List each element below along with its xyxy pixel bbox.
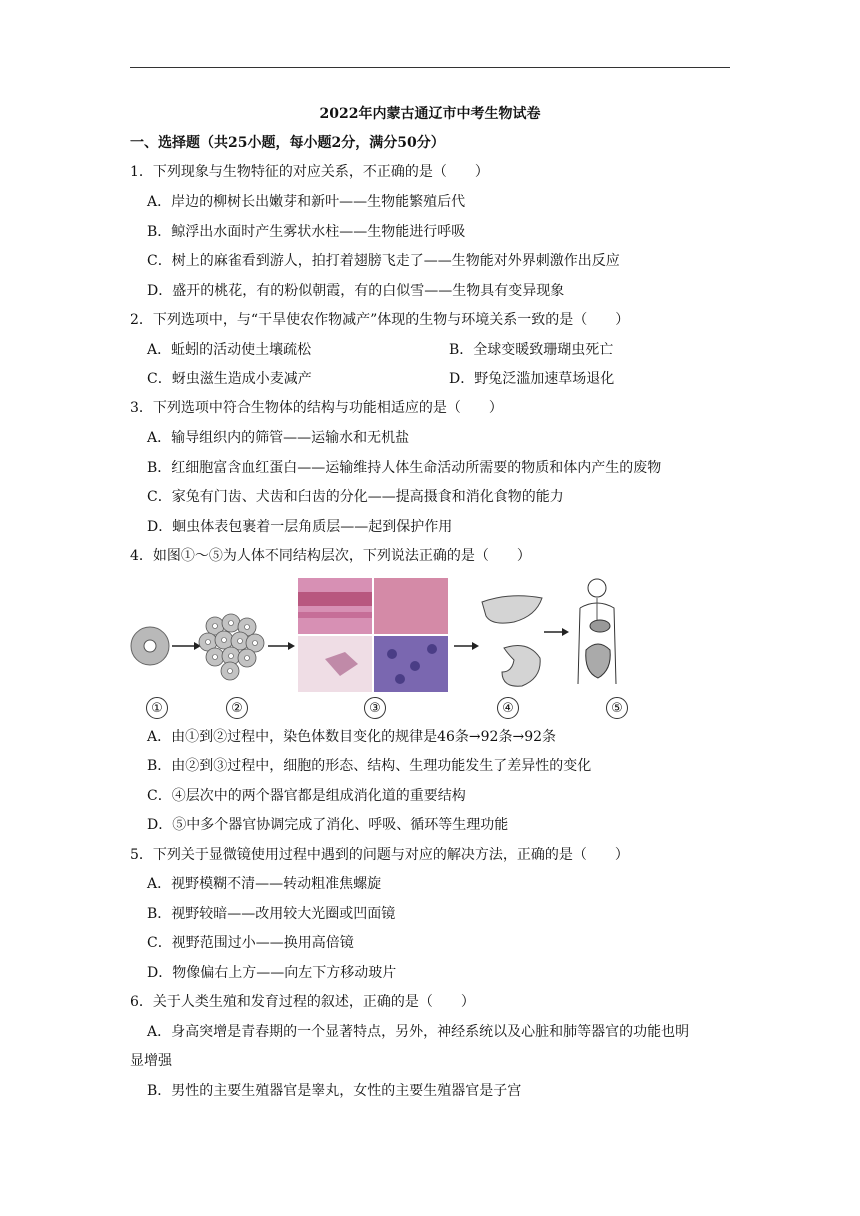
question-6-option-a-continued: 显增强 <box>130 1053 172 1069</box>
question-4-stem: 4．如图①～⑤为人体不同结构层次，下列说法正确的是（ ） <box>130 548 531 564</box>
body-structure-levels-figure <box>130 574 630 722</box>
question-1-option-d: D．盛开的桃花，有的粉似朝霞，有的白似雪——生物具有变异现象 <box>147 283 565 299</box>
question-5-stem: 5．下列关于显微镜使用过程中遇到的问题与对应的解决方法，正确的是（ ） <box>130 847 629 863</box>
question-3-stem: 3．下列选项中符合生物体的结构与功能相适应的是（ ） <box>130 400 503 416</box>
question-2-stem: 2．下列选项中，与“干旱使农作物减产”体现的生物与环境关系一致的是（ ） <box>130 312 630 328</box>
figure-label-4: ④ <box>497 697 519 719</box>
organ-drawings <box>482 596 542 686</box>
question-2-option-a: A．蚯蚓的活动使土壤疏松 <box>147 342 312 358</box>
question-2-option-b: B．全球变暖致珊瑚虫死亡 <box>449 342 614 358</box>
section-heading: 一、选择题（共25小题，每小题2分，满分50分） <box>130 135 445 151</box>
question-6-option-a: A．身高突增是青春期的一个显著特点，另外，神经系统以及心脏和肺等器官的功能也明 <box>147 1024 690 1040</box>
question-4-option-a: A．由①到②过程中，染色体数目变化的规律是46条→92条→92条 <box>147 729 557 745</box>
question-5-option-c: C．视野范围过小——换用高倍镜 <box>147 935 354 951</box>
question-5-option-a: A．视野模糊不清——转动粗准焦螺旋 <box>147 876 382 892</box>
question-4-option-c: C．④层次中的两个器官都是组成消化道的重要结构 <box>147 788 466 804</box>
question-3-option-b: B．红细胞富含血红蛋白——运输维持人体生命活动所需要的物质和体内产生的废物 <box>147 460 662 476</box>
tissue-micrographs <box>298 578 448 692</box>
figure-label-2: ② <box>226 697 248 719</box>
question-1-option-a: A．岸边的柳树长出嫩芽和新叶——生物能繁殖后代 <box>147 194 466 210</box>
header-rule <box>130 67 730 68</box>
question-5-option-d: D．物像偏右上方——向左下方移动玻片 <box>147 965 397 981</box>
question-2-option-d: D．野兔泛滥加速草场退化 <box>449 371 615 387</box>
question-1-option-c: C．树上的麻雀看到游人，拍打着翅膀飞走了——生物能对外界刺激作出反应 <box>147 253 620 269</box>
figure-label-5: ⑤ <box>606 697 628 719</box>
cell-drawing <box>131 627 169 665</box>
question-6-option-b: B．男性的主要生殖器官是睾丸，女性的主要生殖器官是子宫 <box>147 1083 522 1099</box>
question-2-option-c: C．蚜虫滋生造成小麦减产 <box>147 371 312 387</box>
question-4-option-d: D．⑤中多个器官协调完成了消化、呼吸、循环等生理功能 <box>147 817 509 833</box>
question-3-option-d: D．蛔虫体表包裹着一层角质层——起到保护作用 <box>147 519 453 535</box>
question-6-stem: 6．关于人类生殖和发育过程的叙述，正确的是（ ） <box>130 994 475 1010</box>
figure-label-1: ① <box>146 697 168 719</box>
question-1-stem: 1．下列现象与生物特征的对应关系，不正确的是（ ） <box>130 164 489 180</box>
figure-illustration <box>130 574 630 694</box>
question-4-option-b: B．由②到③过程中，细胞的形态、结构、生理功能发生了差异性的变化 <box>147 758 592 774</box>
question-1-option-b: B．鲸浮出水面时产生雾状水柱——生物能进行呼吸 <box>147 224 466 240</box>
question-3-option-a: A．输导组织内的筛管——运输水和无机盐 <box>147 430 410 446</box>
document-title: 2022年内蒙古通辽市中考生物试卷 <box>319 106 541 122</box>
question-5-option-b: B．视野较暗——改用较大光圈或凹面镜 <box>147 906 396 922</box>
figure-label-3: ③ <box>364 697 386 719</box>
question-3-option-c: C．家兔有门齿、犬齿和臼齿的分化——提高摄食和消化食物的能力 <box>147 489 564 505</box>
digestive-system-drawing <box>578 579 616 684</box>
